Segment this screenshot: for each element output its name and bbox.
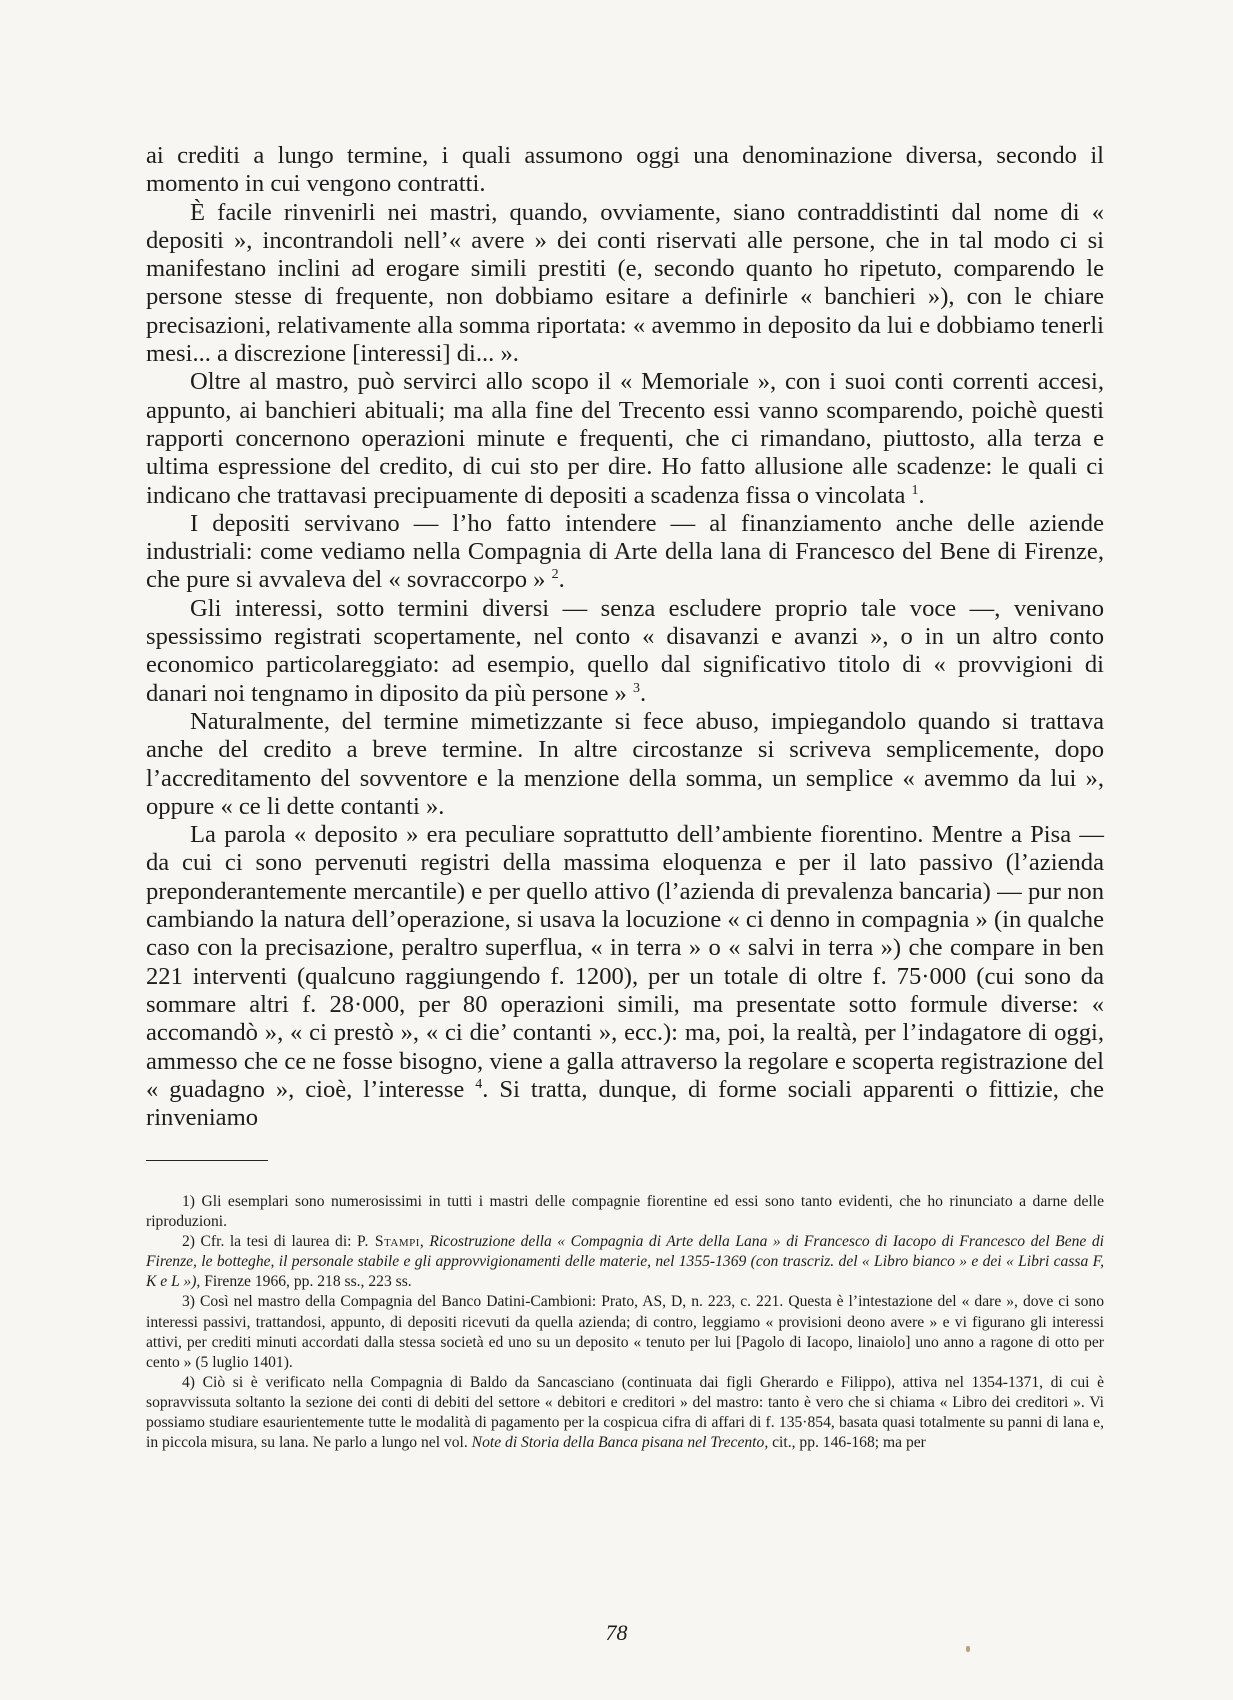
footnote-1: 1) Gli esemplari sono numerosissimi in tutti i mastri delle compagnie fiorentine ed essi sono tanto evidenti, che ho rinunciato a darne delle riproduzioni. <box>146 1193 1104 1231</box>
page-number: 78 <box>605 1620 628 1645</box>
footnote-4: 4) Ciò si è verificato nella Compagnia di Baldo da Sancasciano (continuata dai figli Gherardo e Filippo), attiva nel 1354-1371, di cui è sopravvissuta soltanto la sezione dei conti di debiti del settore « debitori e creditori » del mastro: tanto è vero che si chiama « Libro dei creditori ». Vi possiamo studiare esaurientemente tutte le modalità di pagamento per la cospicua cifra di affari di f. 135·854, basata quasi totalmente su panni di lana e, in piccola misura, su lana. Ne parlo a lungo nel vol. Note di Storia della Banca pisana nel Trecento, cit., pp. 146-168; ma per <box>146 1373 1104 1452</box>
footnotes <box>146 1192 1104 1453</box>
footnote-ref: 3 <box>633 680 641 696</box>
paragraph: Gli interessi, sotto termini diversi — senza escludere proprio tale voce —, venivano spessissimo registrati scopertamente, nel conto « disavanzi e avanzi », o in un altro conto economico particolareggiato: ad esempio, quello dal significativo titolo di « provvigioni di danari noi tengnamo in diposito da più persone » $^3$. <box>146 594 1104 707</box>
paper-speck <box>966 1646 970 1652</box>
footnote-ref: 4 <box>475 1076 483 1092</box>
footnote-separator <box>146 1160 268 1161</box>
footnote-ref: 1 <box>911 482 919 498</box>
main-text <box>146 142 1104 1132</box>
paragraph: Oltre al mastro, può servirci allo scopo il « Memoriale », con i suoi conti correnti accesi, appunto, ai banchieri abituali; ma alla fine del Trecento essi vanno scomparendo, poichè questi rapporti concernono operazioni minute e frequenti, che ci rimandano, piuttosto, alla terza e ultima espressione del credito, di cui sto per dire. Ho fatto allusione alle scadenze: le quali ci indicano che trattavasi precipuamente di depositi a scadenza fissa o vincolata $^1$. <box>146 368 1104 509</box>
paragraph: Naturalmente, del termine mimetizzante si fece abuso, impiegandolo quando si trattava anche del credito a breve termine. In altre circostanze si scriveva semplicemente, dopo l’accreditamento del sovventore e la menzione della somma, un semplice « avemmo da lui », oppure « ce li dette contanti ». <box>146 707 1104 820</box>
footnote-3: 3) Così nel mastro della Compagnia del Banco Datini-Cambioni: Prato, AS, D, n. 223, c. 221. Questa è l’intestazione del « dare », dove ci sono interessi passivi, trattandosi, appunto, di depositi ricevuti da quella azienda; di contro, leggiamo « provisioni deono avere » e vi figurano gli interessi attivi, per crediti minuti accordati dalla stessa società ed uno su un deposito « tenuto per lui [Pagolo di Iacopo, linaiolo] uno anno a ragone di otto per cento » (5 luglio 1401). <box>146 1293 1104 1371</box>
paragraph: La parola « deposito » era peculiare soprattutto dell’ambiente fiorentino. Mentre a Pisa — da cui ci sono pervenuti registri della massima eloquenza e per il lato passivo (l’azienda preponderantemente mercantile) e per quello attivo (l’azienda di prevalenza bancaria) — pur non cambiando la natura dell’operazione, si usava la locuzione « ci denno in compagnia » (in qualche caso con la precisazione, peraltro superflua, « in terra » o « salvi in terra ») che compare in ben 221 interventi (qualcuno raggiungendo f. 1200), per un totale di oltre f. 75·000 (cui sono da sommare altri f. 28·000, per 80 operazioni simili, ma presentate sotto formule diverse: « accomandò », « ci prestò », « ci die’ contanti », ecc.): ma, poi, la realtà, per l’indagatore di oggi, ammesso che ce ne fosse bisogno, viene a galla attraverso la regolare e scoperta registrazione del « guadagno », cioè, l’interesse $^4$. Si tratta, dunque, di forme sociali apparenti o fittizie, che rinveniamo <box>146 821 1105 1132</box>
paragraph: I depositi servivano — l’ho fatto intendere — al finanziamento anche delle aziende industriali: come vediamo nella Compagnia di Arte della lana di Francesco del Bene di Firenze, che pure si avvaleva del « sovraccorpo » $^2$. <box>146 509 1104 594</box>
footnote-2: 2) Cfr. la tesi di laurea di: P. Stampi, Ricostruzione della « Compagnia di Arte della Lana » di Francesco di Iacopo di Francesco del Bene di Firenze, le botteghe, il personale stabile e gli approvvigionamenti delle materie, nel 1355-1369 (con trascriz. del « Libro bianco » e dei « Libri cassa F, K e L »), Firenze 1966, pp. 218 ss., 223 ss. <box>146 1233 1104 1291</box>
paragraph: ai crediti a lungo termine, i quali assumono oggi una denominazione diversa, secondo il momento in cui vengono contratti. <box>146 142 1104 198</box>
paragraph: È facile rinvenirli nei mastri, quando, ovviamente, siano contraddistinti dal nome di « depositi », incontrandoli nell’« avere » dei conti riservati alle persone, che in tal modo ci si manifestano inclini ad erogare simili prestiti (e, secondo quanto ho ripetuto, comparendo le persone stesse di frequente, non dobbiamo esitare a definirle « banchieri »), con le chiare precisazioni, relativamente alla somma riportata: « avemmo in deposito da lui e dobbiamo tenerli mesi... a discrezione [interessi] di... ». <box>146 198 1104 368</box>
footnote-ref: 2 <box>551 567 559 583</box>
